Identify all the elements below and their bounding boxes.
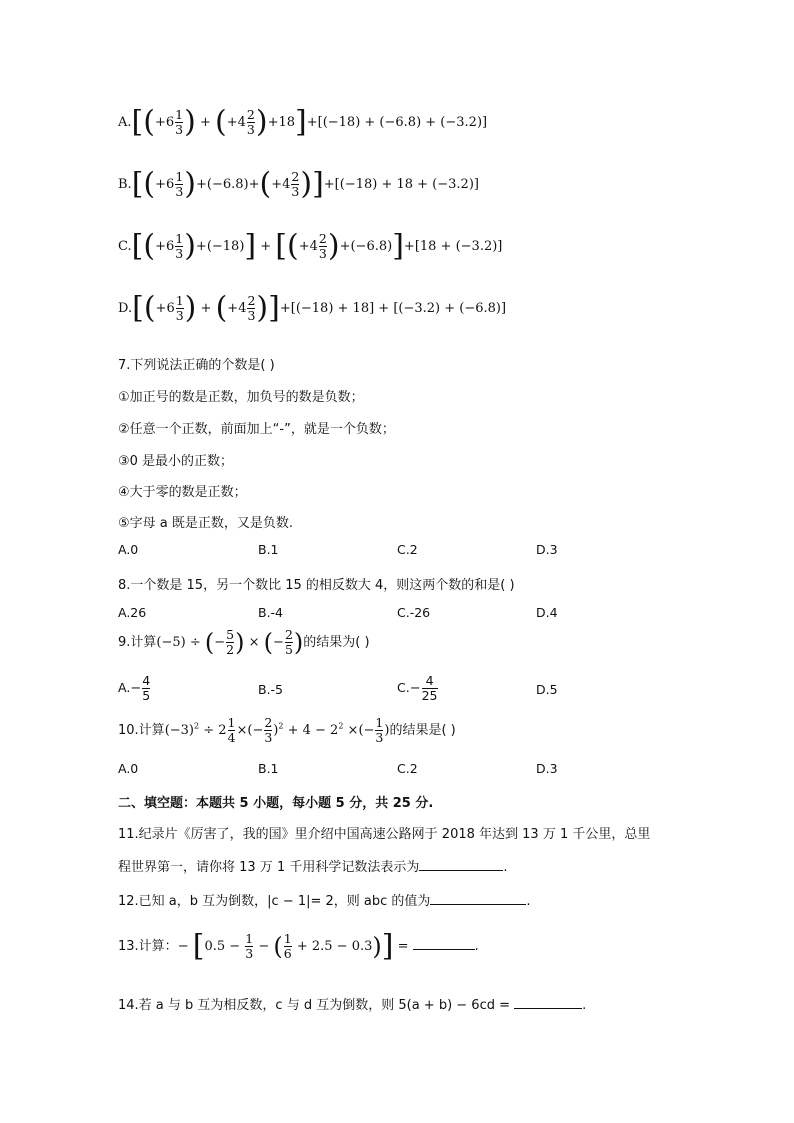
q6-option-c: C.[(+6 $\frac{1}{3}$ )+(−18)] + [(+4 $\frac{2}{3}$ )+(−6.8)]+[18 + (−3.2)] (118, 228, 503, 264)
q10-option-b: B.1 (258, 761, 279, 776)
option-label: B. (118, 177, 132, 192)
bracket: [ (132, 290, 144, 326)
option-label: A. (118, 115, 132, 130)
paren: ) (184, 290, 197, 326)
mixed-whole: 6 (166, 177, 175, 192)
paren: ) (184, 166, 196, 202)
q9-suffix: 的结果为( ) (303, 635, 370, 650)
q7-option-d: D.3 (536, 542, 558, 557)
q9-option-d: D.5 (536, 682, 558, 697)
q11-line-1: 11.纪录片《厉害了，我的国》里介绍中国高速公路网于 2018 年达到 13 万 1 千公里，总里 (118, 827, 651, 842)
paren: ( (287, 228, 299, 264)
section-title: 二、填空题：本题共 5 小题，每小题 5 分，共 25 分. (118, 796, 434, 811)
q9-option-a: A.− $\frac{4}{5}$ (118, 673, 151, 703)
q10-expression: $(-3)^2 \div 2$ $\frac{1}{4}$ ×(− $\frac{2}{3}$ )$^2 + 4 - 2^2$ ×(− $\frac{1}{3}$ ) (164, 715, 390, 745)
q9-expression: (−5) ÷ (− $\frac{5}{2}$ ) × (− $\frac{2}{5}$ ) (156, 627, 304, 657)
expr: +[(−18) + 18] + [(−3.2) + (−6.8)] (279, 301, 507, 316)
mixed-whole: 6 (165, 115, 175, 130)
q10-option-c: C.2 (397, 761, 418, 776)
paren: ) (255, 104, 268, 140)
q8-option-d: D.4 (536, 605, 558, 620)
expr: +(−18) (195, 239, 245, 254)
q13-prefix: 13.计算： (118, 939, 178, 954)
bracket: ] (312, 166, 324, 202)
q8-option-a: A.26 (118, 605, 147, 620)
paren: ) (184, 228, 196, 264)
paren: ( (143, 290, 156, 326)
mixed-whole: 6 (165, 239, 175, 254)
answer-blank[interactable] (419, 858, 503, 871)
fraction: $\frac{1}{3}$ (175, 169, 184, 199)
mixed-whole: 6 (166, 301, 175, 316)
fraction: $\frac{4}{25}$ (421, 673, 438, 703)
mixed-whole: 4 (237, 115, 246, 130)
q7-item-2: ②任意一个正数，前面加上“-”，就是一个负数； (118, 422, 395, 437)
q8-option-c: C.-26 (397, 605, 431, 620)
paren: ( (143, 104, 155, 140)
expr: +[(−18) + 18 + (−3.2)] (323, 177, 479, 192)
paren: ) (327, 228, 340, 264)
bracket: ] (244, 228, 257, 264)
q9-prefix: 9.计算 (118, 635, 157, 650)
option-label: D. (118, 301, 133, 316)
q12: 12.已知 a，b 互为倒数，|c − 1|= 2，则 abc 的值为 . (118, 894, 531, 909)
paren: ( (259, 166, 272, 202)
expr: +[18 + (−3.2)] (403, 239, 503, 254)
q8-option-b: B.-4 (258, 605, 284, 620)
q10-prefix: 10.计算 (118, 723, 165, 738)
q8-stem: 8.一个数是 15，另一个数比 15 的相反数大 4，则这两个数的和是( ) (118, 578, 515, 593)
q9-stem (118, 628, 370, 657)
answer-blank[interactable] (430, 892, 526, 905)
fraction: $\frac{4}{5}$ (142, 673, 151, 703)
expr: +[(−18) + (−6.8) + (−3.2)] (306, 115, 488, 130)
q6-option-a: A.[(+6 $\frac{1}{3}$ ) + (+4 $\frac{2}{3}$ )+18]+[(−18) + (−6.8) + (−3.2)] (118, 104, 488, 140)
q10-option-a: A.0 (118, 761, 139, 776)
bracket: [ (275, 228, 288, 264)
fraction: $\frac{2}{3}$ (246, 107, 255, 137)
q9-option-b: B.-5 (258, 682, 284, 697)
mixed-whole: 4 (282, 177, 291, 192)
fraction: $\frac{1}{3}$ (175, 107, 184, 137)
paren: ) (300, 166, 313, 202)
q7-item-4: ④大于零的数是正数； (118, 485, 247, 500)
paren: ( (143, 228, 156, 264)
q10-suffix: 的结果是( ) (389, 723, 456, 738)
q14: 14.若 a 与 b 互为相反数，c 与 d 互为倒数，则 5(a + b) − 6cd = . (118, 998, 587, 1013)
expr: +18 (267, 115, 296, 130)
q6-option-b: B.[(+6 $\frac{1}{3}$ )+(−6.8)+(+4 $\frac{2}{3}$ )]+[(−18) + 18 + (−3.2)] (118, 166, 479, 202)
paren: ) (184, 104, 196, 140)
mixed-whole: 4 (309, 239, 318, 254)
expr: +(−6.8)+ (195, 177, 260, 192)
q7-option-a: A.0 (118, 542, 139, 557)
bracket: [ (131, 228, 144, 264)
bracket: ] (295, 104, 307, 140)
fraction: $\frac{1}{3}$ (175, 293, 184, 323)
paren: ( (143, 166, 156, 202)
q7-option-c: C.2 (397, 542, 418, 557)
paren: ) (256, 290, 269, 326)
bracket: [ (131, 166, 144, 202)
q7-item-5: ⑤字母 a 既是正数，又是负数. (118, 516, 294, 531)
q7-option-b: B.1 (258, 542, 279, 557)
fraction: $\frac{2}{3}$ (247, 293, 256, 323)
answer-blank[interactable] (514, 996, 582, 1009)
answer-blank[interactable] (413, 937, 475, 950)
fraction: $\frac{2}{3}$ (291, 169, 300, 199)
bracket: [ (131, 104, 144, 140)
expr: +(−6.8) (339, 239, 393, 254)
q10-stem (118, 716, 456, 745)
q6-option-d: D.[(+6 $\frac{1}{3}$ ) + (+4 $\frac{2}{3}$ )]+[(−18) + 18] + [(−3.2) + (−6.8)] (118, 290, 507, 326)
paren: ( (215, 290, 228, 326)
q10-option-d: D.3 (536, 761, 558, 776)
q7-item-3: ③0 是最小的正数； (118, 454, 234, 469)
bracket: ] (268, 290, 280, 326)
mixed-whole: 4 (238, 301, 247, 316)
q13-expression: − [0.5 − $\frac{1}{3}$ − ( $\frac{1}{6}$ + 2.5 − 0.3)] = (177, 928, 413, 964)
q13: 13.计算：− [0.5 − $\frac{1}{3}$ − ( $\frac{1}{6}$ + 2.5 − 0.3)] = . (118, 928, 479, 964)
q11-line-2: 程世界第一，请你将 13 万 1 千用科学记数法表示为 . (118, 860, 508, 875)
q7-item-1: ①加正号的数是正数，加负号的数是负数； (118, 390, 364, 405)
q9-option-c: C.− $\frac{4}{25}$ (397, 673, 438, 703)
fraction: $\frac{2}{3}$ (318, 231, 327, 261)
fraction: $\frac{1}{3}$ (175, 231, 184, 261)
q7-stem: 7.下列说法正确的个数是( ) (118, 358, 275, 373)
paren: ( (215, 104, 227, 140)
option-label: C. (118, 239, 132, 254)
bracket: ] (392, 228, 404, 264)
